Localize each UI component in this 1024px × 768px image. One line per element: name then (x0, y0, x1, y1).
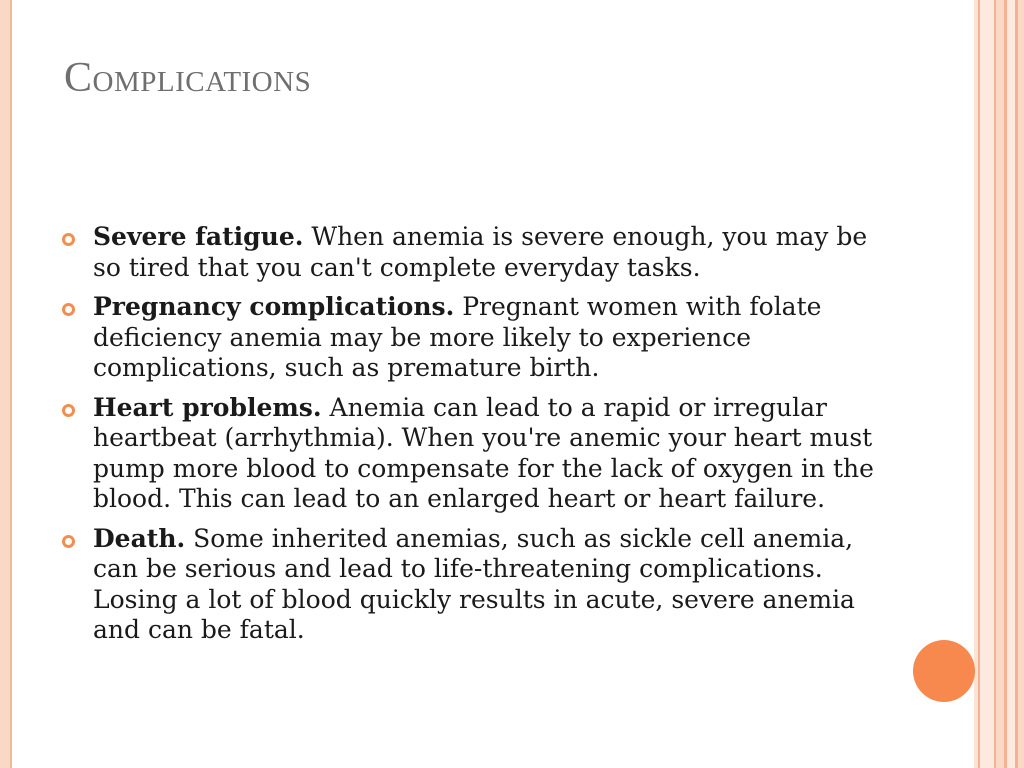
bullet-text: Some inherited anemias, such as sickle cell anemia, can be serious and lead to life-threatening complications. Losing a lot of blood quickly results in acute, severe anemia and can be fatal. (93, 523, 855, 644)
bullet-term: Pregnancy complications. (93, 292, 455, 321)
bullet-item (60, 524, 880, 646)
bullet-text: When anemia is severe enough, you may be so tired that you can't complete everyday tasks. (93, 222, 868, 282)
right-stripe (996, 0, 1004, 768)
right-stripe (1018, 0, 1024, 768)
slide-title: Complications (64, 55, 312, 101)
bullet-term: Death. (93, 523, 186, 553)
bullet-item (60, 222, 880, 283)
bullet-circle-icon (62, 404, 75, 417)
right-stripe (1007, 0, 1015, 768)
left-border-decoration (0, 0, 10, 768)
bullet-text: Anemia can lead to a rapid or irregular heartbeat (arrhythmia). When you're anemic your heart must pump more blood to compensate for the lack of oxygen in the blood. This can lead to an enlarged heart or heart failure. (93, 392, 874, 513)
bullet-item (60, 292, 880, 384)
right-stripes-decoration (974, 0, 1024, 768)
right-stripe (980, 0, 994, 768)
bullet-circle-icon (62, 535, 75, 548)
bullet-term: Heart problems. (93, 392, 322, 422)
bullet-list (60, 222, 880, 655)
bullet-term: Severe fatigue. (93, 222, 304, 251)
bullet-text: Pregnant women with folate deficiency anemia may be more likely to experience complications, such as premature birth. (93, 292, 822, 382)
left-border-line (10, 0, 12, 768)
bullet-item (60, 393, 880, 515)
bullet-circle-icon (62, 303, 75, 316)
orange-circle-decoration (913, 640, 975, 702)
bullet-circle-icon (62, 233, 75, 246)
